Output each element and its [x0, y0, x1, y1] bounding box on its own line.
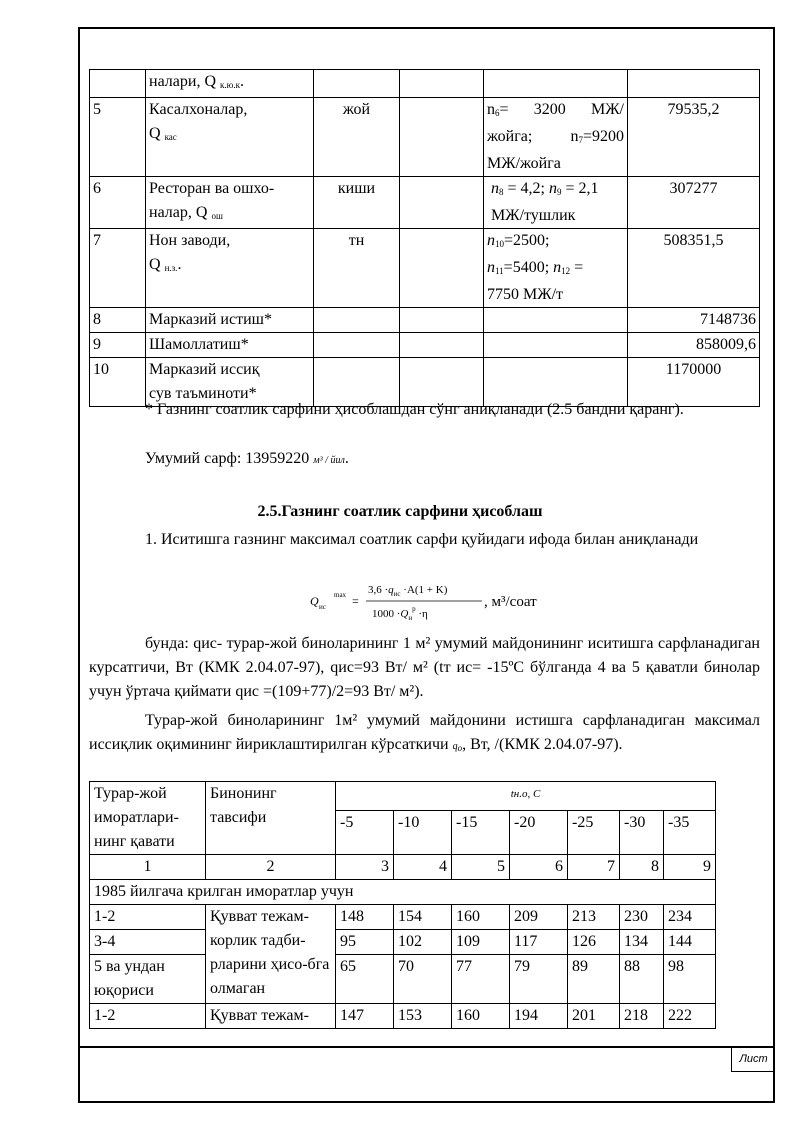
description-cell: Қувват тежам-корлик тадби-рларини ҳисо-бга олмаган	[206, 905, 336, 1004]
paragraph-1: 1. Иситишга газнинг максимал соатлик сарфи қуйидаги ифода билан аниқланади	[145, 531, 699, 548]
value-cell: 117	[510, 930, 568, 955]
consumer-name: Шамоллатиш*	[146, 333, 314, 358]
index-cell: 9	[664, 855, 716, 880]
consumer-name: Нон заводи, Q $_{н.з.}$.	[146, 229, 314, 308]
index-cell: 8	[620, 855, 664, 880]
row-number: 6	[90, 177, 146, 229]
table-row	[90, 98, 760, 177]
formula-graphic	[310, 575, 570, 625]
value-cell: 79	[510, 955, 568, 1004]
footnote: * Газнинг соатлик сарфини ҳисоблашдан сўнг аниқланади (2.5 бандни қаранг).	[145, 401, 684, 418]
formula-unit: , м³/соат	[484, 594, 537, 610]
svg-text:Q: Q	[310, 594, 319, 608]
value-cell: 222	[664, 1004, 716, 1029]
table-row	[90, 955, 716, 1004]
row-number: 5	[90, 98, 146, 177]
index-cell: 3	[336, 855, 394, 880]
group-row	[90, 880, 716, 905]
unit: киши	[314, 177, 400, 229]
svg-text:max: max	[334, 591, 347, 599]
floor-cell: 1-2	[90, 1004, 206, 1029]
norm-cell: $n_8 = 4,2$; $n_9 = 2,1$ МЖ/тушлик	[484, 177, 628, 229]
temp-column: -15	[452, 811, 510, 855]
paragraph-3: Турар-жой биноларининг 1м² умумий майдонини истишга сарфланадиган максимал иссиқлик оқимининг йириклаштирилган кўрсаткичи qо, Вт, /(КМК 2.04.07-97).	[89, 712, 760, 753]
header-floor: Турар-жой иморатлари-нинг қавати	[90, 782, 206, 855]
floor-cell: 1-2	[90, 905, 206, 930]
index-cell: 6	[510, 855, 568, 880]
value-cell: 98	[664, 955, 716, 1004]
value-cell: 194	[510, 1004, 568, 1029]
group-label: 1985 йилгача крилган иморатлар учун	[90, 880, 716, 905]
value-cell: 209	[510, 905, 568, 930]
value-cell: 160	[452, 905, 510, 930]
value-cell: 77	[452, 955, 510, 1004]
value-cell: 234	[664, 905, 716, 930]
svg-text:ис: ис	[319, 603, 326, 611]
paragraph-2: бунда: qис- турар-жой биноларининг 1 м² умумий майдонининг иситишга сарфланадиган курсатгичи, Вт (КМК 2.04.07-97), qис=93 Вт/ м² (tт ис= -15ºС бўлганда 4 ва 5 қаватли бинолар учун ўртача қиймати qис =(109+77)/2=93 Вт/ м²).	[89, 635, 760, 700]
value-cell: 144	[664, 930, 716, 955]
value-cell: 65	[336, 955, 394, 1004]
value-cell: 230	[620, 905, 664, 930]
footer-divider	[78, 1046, 775, 1048]
index-cell: 5	[452, 855, 510, 880]
unit: тн	[314, 229, 400, 308]
consumption-value: 1170000	[628, 358, 760, 407]
svg-text:=: =	[352, 594, 359, 608]
index-row	[90, 855, 716, 880]
value-cell: 218	[620, 1004, 664, 1029]
temp-column: -10	[394, 811, 452, 855]
value-cell: 102	[394, 930, 452, 955]
value-cell: 213	[568, 905, 620, 930]
table-row: налари, Q $_{к.ю.к}$.	[90, 70, 760, 98]
value-cell: 154	[394, 905, 452, 930]
value-cell: 70	[394, 955, 452, 1004]
table-row	[90, 308, 760, 333]
index-cell: 7	[568, 855, 620, 880]
index-cell: 1	[90, 855, 206, 880]
section-heading: 2.5.Газнинг соатлик сарфини ҳисоблаш	[257, 503, 543, 520]
floor-cell: 5 ва ундан юқориси	[90, 955, 206, 1004]
svg-text:1000 ·Qнр ·η: $1000 \cdot Q_н^р \cdot\eta$	[372, 605, 428, 622]
value-cell: 147	[336, 1004, 394, 1029]
consumption-value: 858009,6	[628, 333, 760, 358]
norm-cell: $n_{10}=2500$; $n_{11}=5400$; $n_{12}$ = 7750 МЖ/т	[484, 229, 628, 308]
table-row	[90, 177, 760, 229]
table-header-row	[90, 782, 716, 811]
consumer-name: Марказий истиш*	[146, 308, 314, 333]
heat-flow-table	[89, 781, 716, 1029]
value-cell: 88	[620, 955, 664, 1004]
floor-cell: 3-4	[90, 930, 206, 955]
row-number: 10	[90, 358, 146, 407]
consumer-name: Ресторан ва ошхо- налар, Q $_{ош}$	[146, 177, 314, 229]
index-cell: 4	[394, 855, 452, 880]
consumption-value: 307277	[628, 177, 760, 229]
table-row	[90, 333, 760, 358]
table-row	[90, 1004, 716, 1029]
temp-column: -30	[620, 811, 664, 855]
unit: жой	[314, 98, 400, 177]
consumption-table	[89, 69, 760, 407]
consumer-name: Марказий иссиқ сув таъминоти*	[146, 358, 314, 407]
temp-column: -20	[510, 811, 568, 855]
value-cell: 201	[568, 1004, 620, 1029]
value-cell: 95	[336, 930, 394, 955]
temp-column: -5	[336, 811, 394, 855]
index-cell: 2	[206, 855, 336, 880]
value-cell: 148	[336, 905, 394, 930]
consumer-name: Касалхоналар, Q $_{кас}$	[146, 98, 314, 177]
value-cell: 126	[568, 930, 620, 955]
consumption-value: 79535,2	[628, 98, 760, 177]
value-cell: 89	[568, 955, 620, 1004]
consumption-value: 7148736	[628, 308, 760, 333]
value-cell: 109	[452, 930, 510, 955]
consumption-value: 508351,5	[628, 229, 760, 308]
row-number: 8	[90, 308, 146, 333]
svg-text:3,6 ·qис ·A(1 + K): $3,6 \cdot q_{ис} \cdot A(1 + K)$	[368, 584, 448, 598]
header-temperature: tн.о, С	[336, 782, 716, 811]
value-cell: 153	[394, 1004, 452, 1029]
table-row	[90, 930, 716, 955]
row-number: 7	[90, 229, 146, 308]
table-row	[90, 229, 760, 308]
temp-column: -25	[568, 811, 620, 855]
value-cell: 134	[620, 930, 664, 955]
row-number: 9	[90, 333, 146, 358]
table-row	[90, 905, 716, 930]
temp-column: -35	[664, 811, 716, 855]
formula	[310, 575, 570, 625]
value-cell: 160	[452, 1004, 510, 1029]
norm-cell: $n_6= 3200$ МЖ/ жойга; $n_7=9200$ МЖ/жойга	[484, 98, 628, 177]
total-consumption: Умумий сарф: 13959220 м³ / йил.	[145, 450, 349, 467]
sheet-label: Лист	[731, 1046, 775, 1072]
description-cell: Қувват тежам-	[206, 1004, 336, 1029]
header-description: Бинонинг тавсифи	[206, 782, 336, 855]
